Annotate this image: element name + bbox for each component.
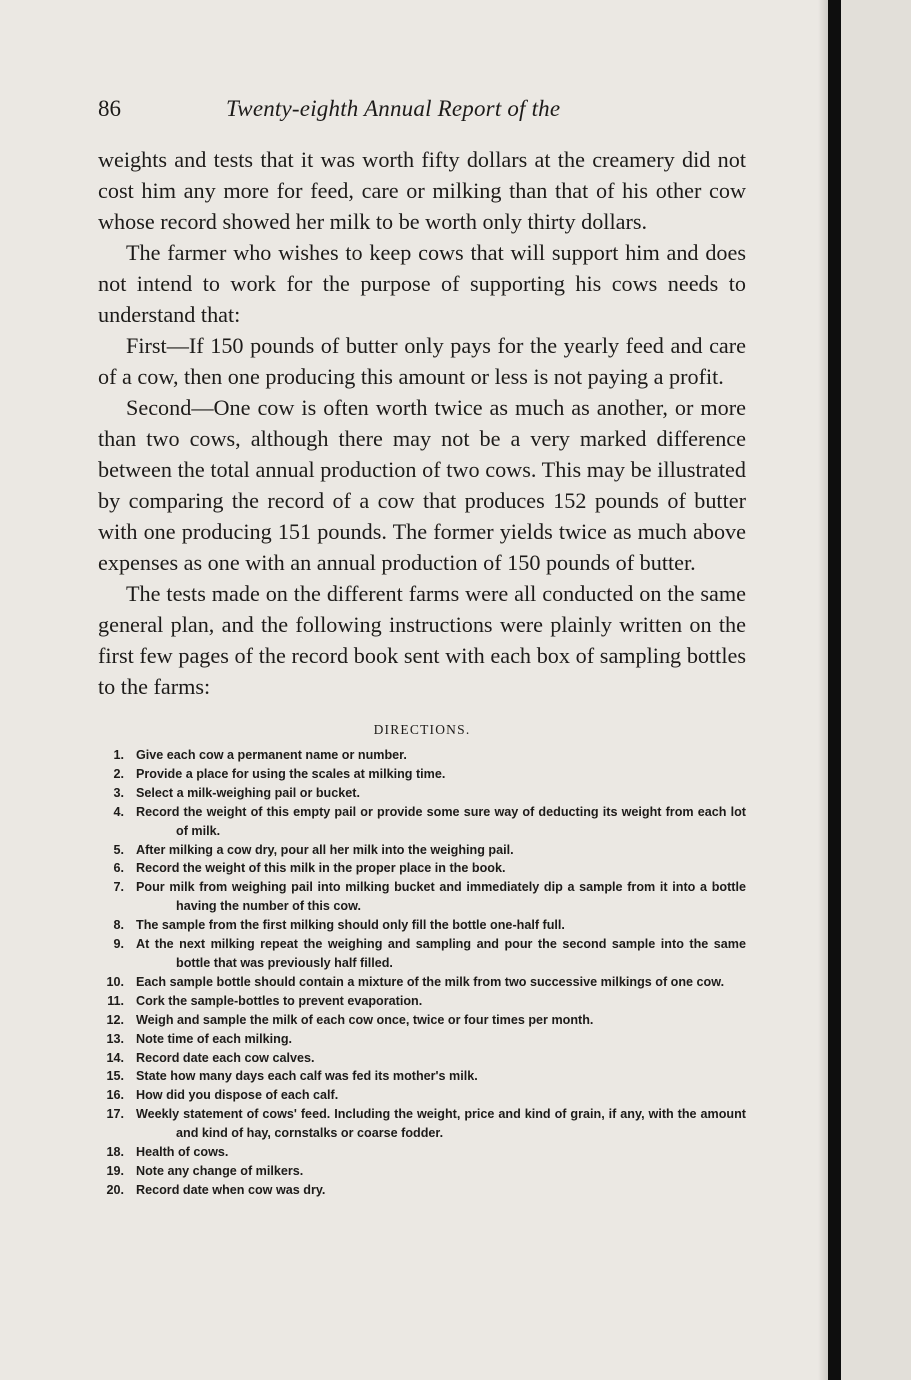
direction-item xyxy=(98,992,746,1011)
direction-number: 12. xyxy=(106,1012,124,1027)
direction-text: State how many days each calf was fed its mother's milk. xyxy=(136,1069,478,1084)
facing-page-edge xyxy=(841,0,911,1380)
direction-text: Weigh and sample the milk of each cow once, twice or four times per month. xyxy=(136,1012,594,1027)
direction-item xyxy=(98,1105,746,1143)
direction-number: 6. xyxy=(113,861,124,876)
direction-text: How did you dispose of each calf. xyxy=(136,1088,339,1103)
directions-list xyxy=(98,746,746,1200)
body-text xyxy=(98,144,746,702)
direction-item xyxy=(98,1011,746,1030)
running-head: Twenty-eighth Annual Report of the xyxy=(226,96,561,121)
direction-number: 5. xyxy=(113,842,124,857)
direction-number: 9. xyxy=(113,937,124,952)
direction-number: 15. xyxy=(106,1069,124,1084)
direction-text: Cork the sample-bottles to prevent evaporation. xyxy=(136,993,423,1008)
page-gutter-shadow xyxy=(818,0,828,1380)
direction-number: 7. xyxy=(113,880,124,895)
direction-number: 18. xyxy=(106,1145,124,1160)
page-header xyxy=(98,96,746,136)
direction-text: Provide a place for using the scales at milking time. xyxy=(136,766,446,781)
direction-text: Give each cow a permanent name or number. xyxy=(136,748,407,762)
direction-item xyxy=(98,1086,746,1105)
direction-text: The sample from the first milking should only fill the bottle one-half full. xyxy=(136,918,565,933)
direction-text: Each sample bottle should contain a mixture of the milk from two successive milkings of one cow. xyxy=(136,974,725,989)
direction-number: 1. xyxy=(113,748,124,762)
direction-number: 13. xyxy=(106,1031,124,1046)
direction-item xyxy=(98,765,746,784)
direction-text: Select a milk-weighing pail or bucket. xyxy=(136,785,360,800)
direction-text: Note time of each milking. xyxy=(136,1031,293,1046)
direction-item xyxy=(98,1143,746,1162)
direction-item xyxy=(98,1162,746,1181)
direction-item xyxy=(98,803,746,841)
direction-number: 20. xyxy=(106,1182,124,1197)
direction-text: Pour milk from weighing pail into milking bucket and immediately dip a sample from it into a bottle having the number of this cow. xyxy=(136,880,746,914)
direction-text: Record the weight of this empty pail or provide some sure way of deducting its weight from each lot of milk. xyxy=(136,804,746,838)
direction-number: 19. xyxy=(106,1163,124,1178)
direction-number: 8. xyxy=(113,918,124,933)
direction-text: After milking a cow dry, pour all her milk into the weighing pail. xyxy=(136,842,514,857)
direction-item xyxy=(98,784,746,803)
direction-item xyxy=(98,973,746,992)
direction-text: Health of cows. xyxy=(136,1145,229,1160)
direction-text: Record date each cow calves. xyxy=(136,1050,315,1065)
direction-text: Weekly statement of cows' feed. Including the weight, price and kind of grain, if any, with the amount and kind of hay, cornstalks or coarse fodder. xyxy=(136,1107,746,1141)
direction-number: 4. xyxy=(113,804,124,819)
direction-text: Record date when cow was dry. xyxy=(136,1182,326,1197)
direction-number: 11. xyxy=(107,993,124,1008)
paragraph: First—If 150 pounds of butter only pays for the yearly feed and care of a cow, then one producing this amount or less is not paying a profit. xyxy=(98,333,746,389)
direction-item xyxy=(98,1067,746,1086)
direction-number: 3. xyxy=(113,785,124,800)
paragraph: weights and tests that it was worth fifty dollars at the creamery did not cost him any more for feed, care or milking than that of his other cow whose record showed her milk to be worth only thirty dollars. xyxy=(98,147,746,234)
direction-text: Record the weight of this milk in the proper place in the book. xyxy=(136,861,506,876)
direction-item xyxy=(98,935,746,973)
direction-item xyxy=(98,916,746,935)
direction-number: 17. xyxy=(106,1107,124,1122)
book-page xyxy=(98,96,746,1200)
paragraph: Second—One cow is often worth twice as much as another, or more than two cows, although there may not be a very marked difference between the total annual production of two cows. This may be illustrated by comparing the record of a cow that produces 152 pounds of butter with one producing 151 pounds. The former yields twice as much above expenses as one with an annual production of 150 pounds of butter. xyxy=(98,395,746,575)
paragraph: The tests made on the different farms were all conducted on the same general plan, and the following instructions were plainly written on the first few pages of the record book sent with each box of sampling bottles to the farms: xyxy=(98,581,746,699)
direction-item xyxy=(98,878,746,916)
direction-number: 2. xyxy=(113,766,124,781)
direction-item xyxy=(98,1181,746,1200)
direction-item xyxy=(98,1030,746,1049)
direction-text: Note any change of milkers. xyxy=(136,1163,304,1178)
direction-number: 10. xyxy=(106,974,124,989)
direction-item xyxy=(98,859,746,878)
page-number: 86 xyxy=(98,96,121,121)
direction-item xyxy=(98,1049,746,1068)
direction-number: 16. xyxy=(106,1088,124,1103)
direction-item xyxy=(98,746,746,765)
directions-title: DIRECTIONS. xyxy=(373,722,471,737)
direction-text: At the next milking repeat the weighing and sampling and pour the second sample into the same bottle that was previously half filled. xyxy=(136,937,746,970)
book-spine xyxy=(828,0,841,1380)
direction-item xyxy=(98,841,746,860)
paragraph: The farmer who wishes to keep cows that will support him and does not intend to work for the purpose of supporting his cows needs to understand that: xyxy=(98,240,746,327)
direction-number: 14. xyxy=(106,1050,124,1065)
